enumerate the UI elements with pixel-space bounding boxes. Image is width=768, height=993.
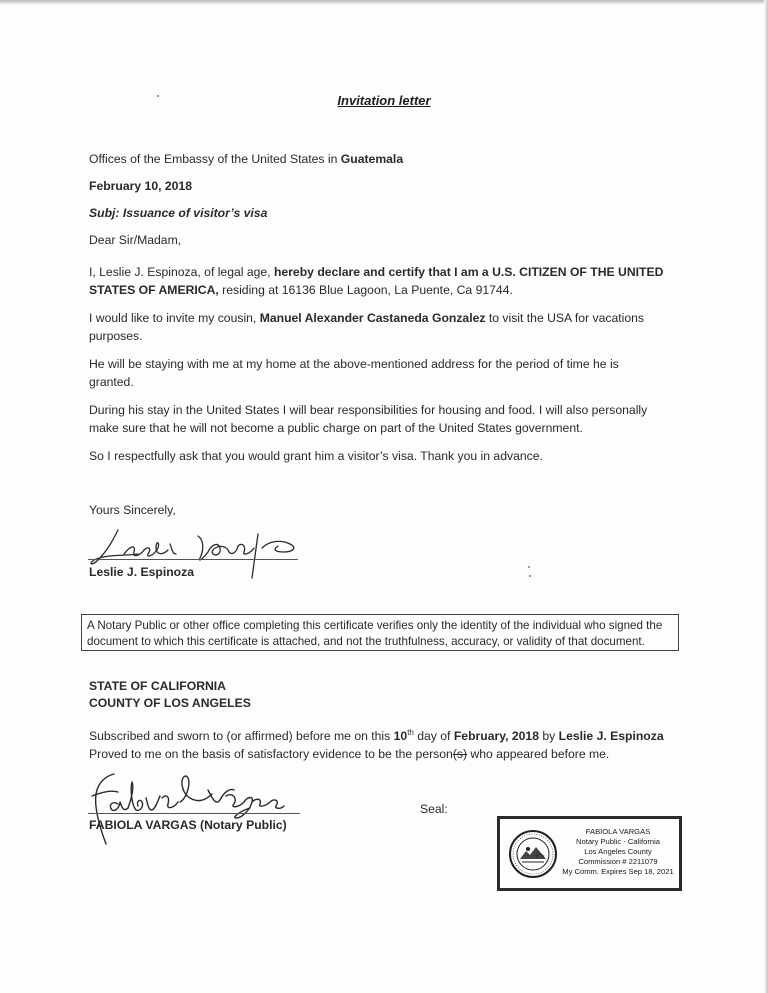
closing: Yours Sincerely, [89,503,176,517]
seal-expiry: My Comm. Expires Sep 18, 2021 [562,867,674,876]
salutation: Dear Sir/Madam, [89,233,182,247]
scan-edge-top [0,0,768,5]
paragraph-responsibility-line1: During his stay in the United States I will bear responsibilities for housing and food. I will also personally [89,403,648,417]
notary-seal [497,816,682,891]
subject-line: Subj: Issuance of visitor’s visa [89,206,268,220]
notary-notice-line2: document to which this certificate is attached, and not the truthfulness, accuracy, or validity of that document. [87,635,645,648]
paragraph-declaration-line1: I, Leslie J. Espinoza, of legal age, hereby declare and certify that I am a U.S. CITIZEN OF THE UNITED [89,265,664,279]
seal-label: Seal: [420,802,448,816]
scan-speck [528,566,530,568]
paragraph-declaration-line2: STATES OF AMERICA, residing at 16136 Blue Lagoon, La Puente, Ca 91744. [89,283,513,297]
letter-title: Invitation letter [337,93,431,108]
paragraph-stay-line2: granted. [89,375,134,389]
notary-notice-line1: A Notary Public or other office completing this certificate verifies only the identity of the individual who signed the [87,619,663,632]
notary-name: FABIOLA VARGAS (Notary Public) [89,818,287,832]
addressee-line: Offices of the Embassy of the United States in Guatemala [89,152,404,166]
paragraph-invitation-line2: purposes. [89,329,143,343]
signer-name: Leslie J. Espinoza [89,565,194,579]
seal-notary-name: FABIOLA VARGAS [585,827,651,836]
state-heading: STATE OF CALIFORNIA [89,679,226,693]
county-heading: COUNTY OF LOS ANGELES [89,696,251,710]
notary-notice-box [81,614,679,651]
scan-speck [529,575,531,577]
oath-line2: Proved to me on the basis of satisfactory evidence to be the person(s) who appeared before me. [89,747,610,761]
paragraph-invitation-line1: I would like to invite my cousin, Manuel Alexander Castaneda Gonzalez to visit the USA for vacations [89,311,644,325]
paragraph-request: So I respectfully ask that you would grant him a visitor’s visa. Thank you in advance. [89,449,543,463]
seal-county: Los Angeles County [584,847,652,856]
signature-fabiola-vargas [84,768,304,848]
paragraph-responsibility-line2: make sure that he will not become a public charge on part of the United States government. [89,421,583,435]
seal-commission: Commission # 2211079 [578,857,658,866]
paragraph-stay-line1: He will be staying with me at my home at the above-mentioned address for the period of time he is [89,357,619,371]
notary-signature-line [88,813,300,814]
state-seal-emblem [508,829,558,879]
seal-text [562,827,674,877]
scan-edge-right [764,0,768,993]
signature-line [88,559,298,560]
seal-title: Notary Public - California [576,837,660,846]
oath-line1: Subscribed and sworn to (or affirmed) before me on this 10th day of February, 2018 by Leslie J. Espinoza [89,727,664,743]
letter-date: February 10, 2018 [89,179,192,193]
